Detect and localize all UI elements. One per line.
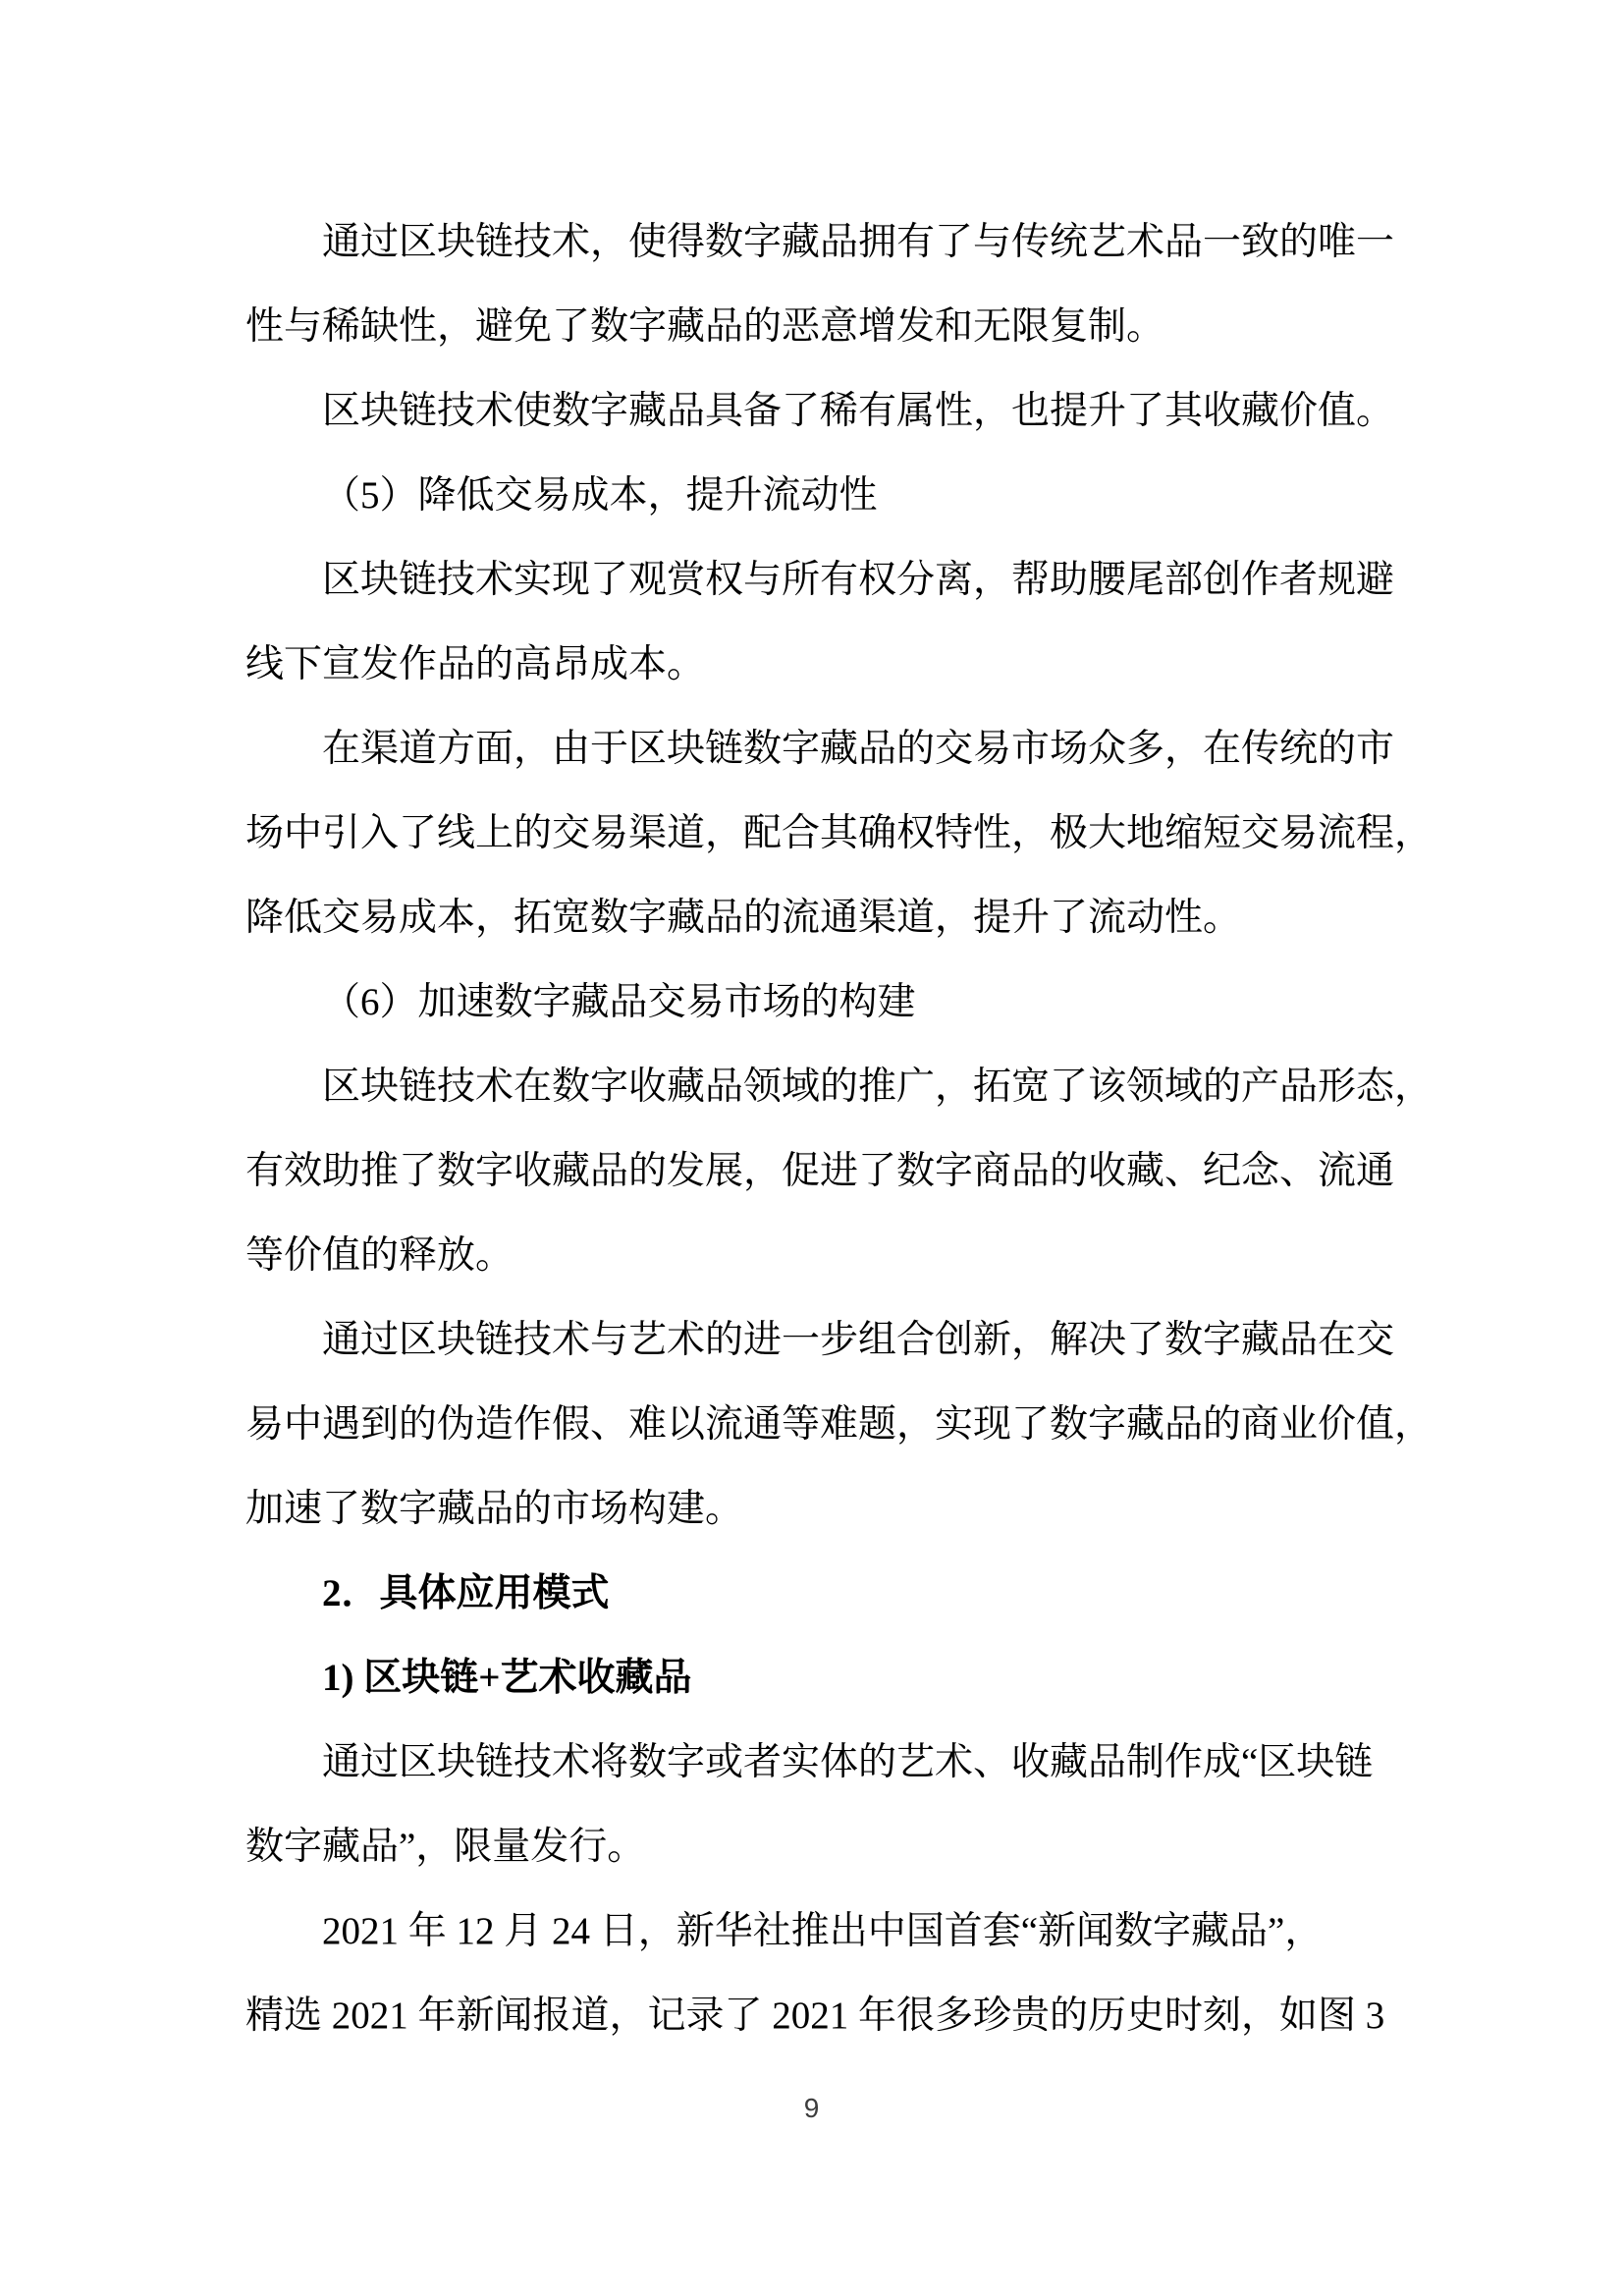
body-line: 2021 年 12 月 24 日，新华社推出中国首套“新闻数字藏品”， — [322, 1910, 1324, 1952]
body-line: （6）加速数字藏品交易市场的构建 — [322, 981, 916, 1023]
body-line: 区块链技术使数字藏品具备了稀有属性，也提升了其收藏价值。 — [322, 390, 1395, 432]
body-line: 通过区块链技术，使得数字藏品拥有了与传统艺术品一致的唯一 — [322, 221, 1395, 263]
page-number: 9 — [803, 2093, 820, 2123]
paragraph — [245, 454, 1394, 538]
paragraph — [245, 1889, 1394, 2058]
body-line: 精选 2021 年新闻报道，记录了 2021 年很多珍贵的历史时刻，如图 3 — [245, 1995, 1385, 2037]
body-line: 区块链技术在数字收藏品领域的推广，拓宽了该领域的产品形态， — [322, 1066, 1434, 1108]
body-line: 通过区块链技术与艺术的进一步组合创新，解决了数字藏品在交 — [322, 1319, 1395, 1361]
body-line: 等价值的释放。 — [245, 1234, 514, 1277]
heading-line: 2．具体应用模式 — [322, 1572, 610, 1614]
body-line: 在渠道方面，由于区块链数字藏品的交易市场众多，在传统的市 — [322, 728, 1395, 770]
paragraph — [245, 960, 1394, 1045]
body-line: （5）降低交易成本，提升流动性 — [322, 474, 878, 517]
body-line: 区块链技术实现了观赏权与所有权分离，帮助腰尾部创作者规避 — [322, 559, 1395, 601]
body-line: 线下宣发作品的高昂成本。 — [245, 643, 706, 685]
section-heading — [245, 1552, 1394, 1636]
paragraph — [245, 200, 1394, 369]
body-line: 有效助推了数字收藏品的发展，促进了数字商品的收藏、纪念、流通 — [245, 1150, 1395, 1192]
paragraph — [245, 369, 1394, 454]
body-line: 加速了数字藏品的市场构建。 — [245, 1488, 744, 1530]
body-line: 易中遇到的伪造作假、难以流通等难题，实现了数字藏品的商业价值， — [245, 1403, 1434, 1446]
paragraph — [245, 1721, 1394, 1889]
paragraph — [245, 707, 1434, 960]
paragraph — [245, 538, 1394, 707]
document-text-block — [245, 200, 1434, 2058]
paragraph — [245, 1045, 1434, 1298]
body-line: 数字藏品”，限量发行。 — [245, 1826, 646, 1868]
heading-line: 1) 区块链+艺术收藏品 — [322, 1657, 692, 1699]
body-line: 降低交易成本，拓宽数字藏品的流通渠道，提升了流动性。 — [245, 897, 1242, 939]
body-line: 场中引入了线上的交易渠道，配合其确权特性，极大地缩短交易流程， — [245, 812, 1434, 854]
paragraph — [245, 1298, 1434, 1552]
body-line: 性与稀缺性，避免了数字藏品的恶意增发和无限复制。 — [245, 305, 1165, 348]
sub-heading — [245, 1636, 1394, 1721]
body-line: 通过区块链技术将数字或者实体的艺术、收藏品制作成“区块链 — [322, 1741, 1374, 1783]
